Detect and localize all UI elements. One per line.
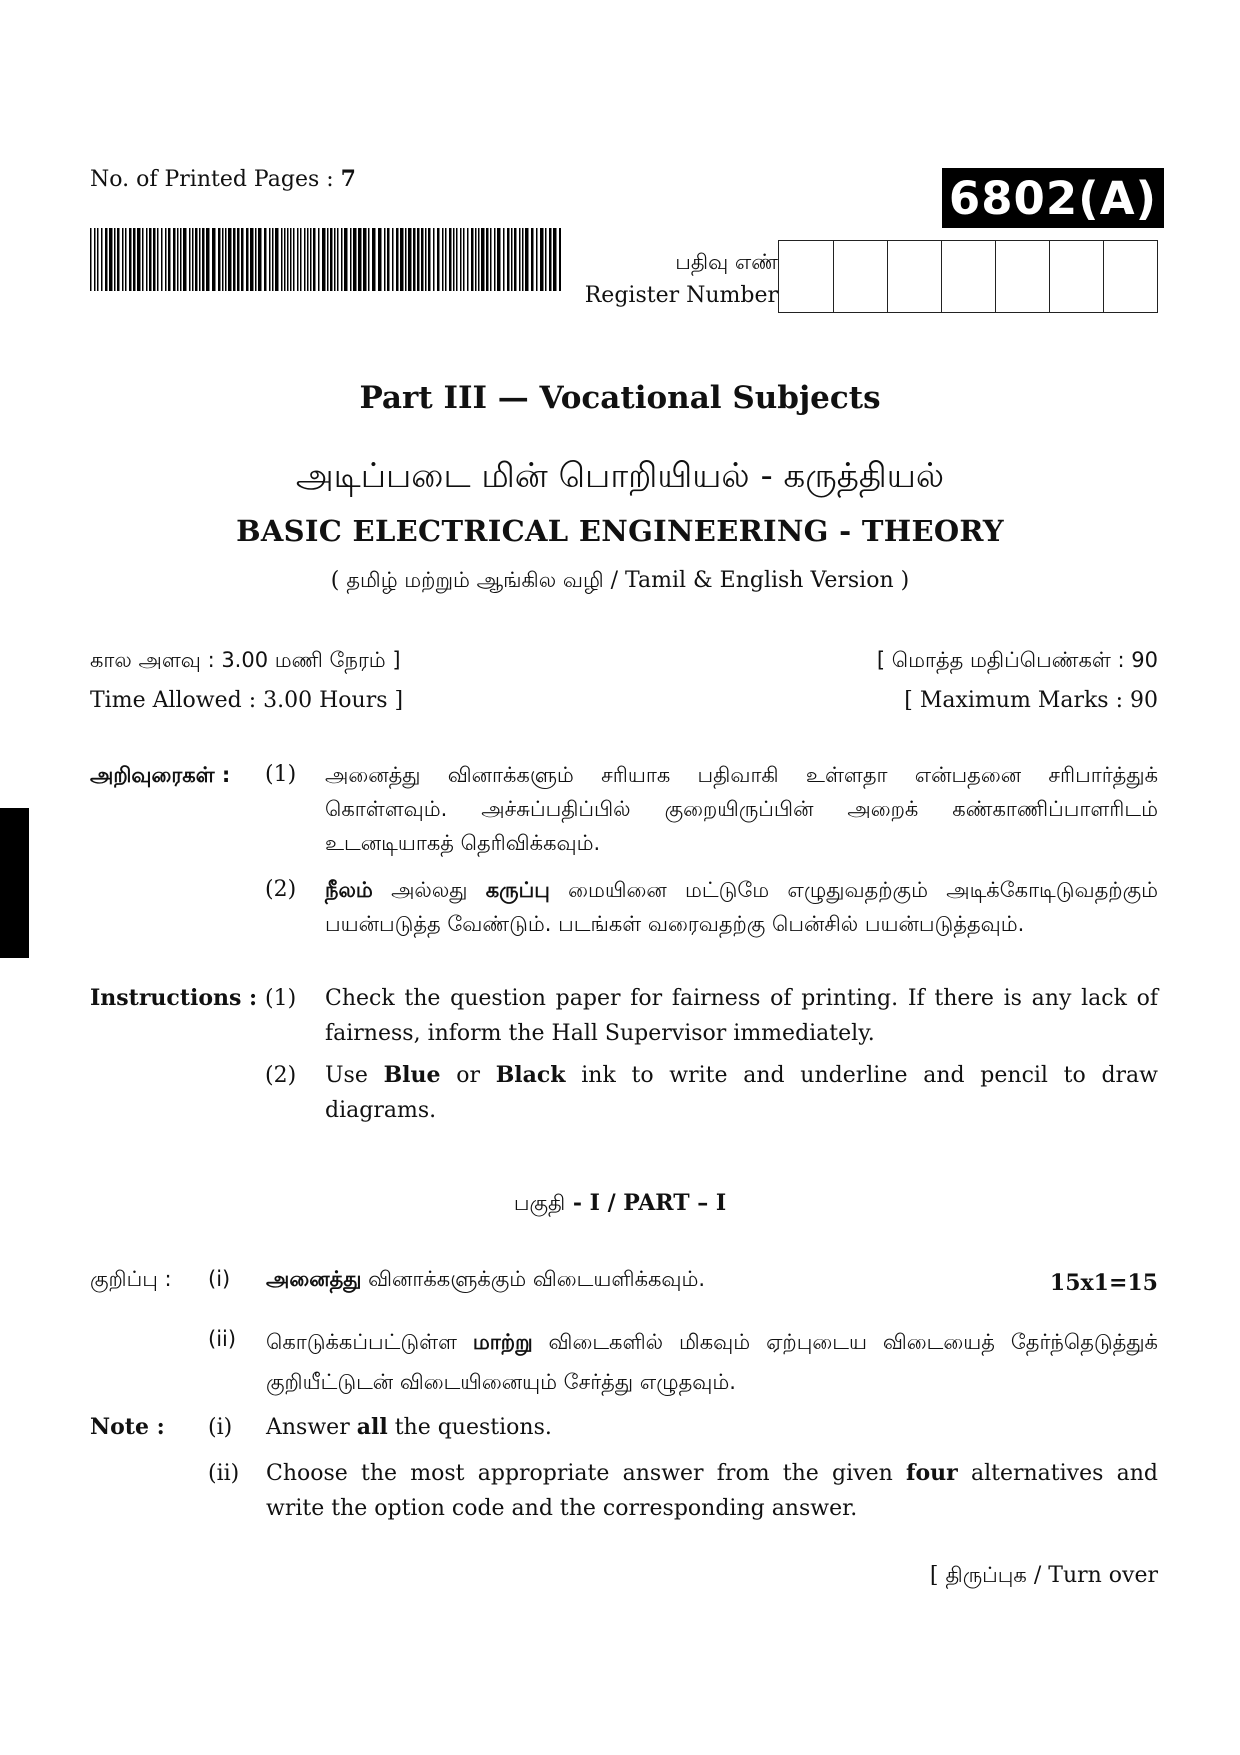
note-number: (ii) (208, 1461, 240, 1486)
max-marks-english: [ Maximum Marks : 90 (904, 688, 1158, 713)
turn-over-english: Turn over (1048, 1563, 1158, 1588)
emphasis-black: கருப்பு (485, 878, 550, 902)
note-text: the questions. (387, 1415, 552, 1440)
note-text: alternatives and write the option code and the corresponding answer. (266, 1461, 1158, 1521)
register-digit-box[interactable] (887, 241, 941, 312)
barcode-bar (258, 228, 262, 291)
barcode-bar (272, 228, 274, 291)
subject-title-english: BASIC ELECTRICAL ENGINEERING - THEORY (236, 514, 1004, 548)
emphasis-all: all (356, 1414, 388, 1440)
barcode-bar (350, 228, 352, 291)
barcode-bar (109, 228, 113, 291)
barcode-bar (514, 228, 517, 291)
instruction-text: or (440, 1063, 496, 1088)
register-label-tamil: பதிவு எண் (675, 250, 778, 274)
part-title: Part III — Vocational Subjects (359, 380, 881, 416)
instruction-number: (2) (265, 877, 297, 902)
barcode-bar (481, 228, 485, 291)
note-text: விடைகளில் மிகவும் ஏற்புடைய விடையைத் தேர்ந்தெடுத்துக் குறியீட்டுடன் விடையினையும் சேர்த்து எழுதவும். (266, 1330, 1158, 1394)
barcode-bar (284, 228, 286, 291)
barcode (90, 228, 563, 291)
note-english (90, 1410, 1158, 1530)
barcode-bar (275, 228, 279, 291)
version-close: ) (893, 568, 910, 593)
emphasis-blue: Blue (383, 1062, 441, 1088)
subject-title-tamil: அடிப்படை மின் பொறியியல் - கருத்தியல் (295, 456, 945, 496)
barcode-bar (433, 228, 435, 291)
register-number-label (560, 246, 778, 312)
section-english: PART – I (623, 1190, 727, 1216)
register-digit-box[interactable] (941, 241, 995, 312)
instruction-number: (1) (265, 762, 297, 787)
barcode-bar (497, 228, 501, 291)
section-separator: / (599, 1190, 624, 1216)
barcode-bar (467, 228, 469, 291)
barcode-bar (392, 228, 394, 291)
barcode-bar (421, 228, 424, 291)
printed-pages-label: No. of Printed Pages : (90, 167, 334, 192)
version-line (0, 568, 1240, 595)
barcode-bar (142, 228, 144, 291)
barcode-bar (180, 228, 182, 291)
barcode-bar (337, 228, 339, 291)
barcode-bar (475, 228, 477, 291)
barcode-bar (330, 228, 333, 291)
barcode-bar (486, 228, 489, 291)
emphasis-black: Black (495, 1062, 566, 1088)
barcode-bar (250, 228, 254, 291)
barcode-bar (463, 228, 465, 291)
barcode-bar (290, 228, 292, 291)
barcode-bar (133, 228, 136, 291)
turn-over-separator: / (1026, 1563, 1049, 1588)
instruction-english-1: Check the question paper for fairness of printing. If there is any lack of fairness, inform the Hall Supervisor immediately. (325, 986, 1158, 1046)
barcode-bar (449, 228, 452, 291)
time-allowed-english: Time Allowed : 3.00 Hours ] (90, 688, 404, 713)
note-english-1 (266, 1410, 1158, 1445)
barcode-bar (173, 228, 176, 291)
barcode-bar (212, 228, 216, 291)
barcode-bar (327, 228, 329, 291)
barcode-bar (287, 228, 289, 291)
instructions-tamil (90, 758, 1158, 978)
barcode-bar (460, 228, 462, 291)
barcode-bar (553, 228, 557, 291)
barcode-bar (293, 228, 295, 291)
barcode-bar (246, 228, 249, 291)
register-digit-box[interactable] (1049, 241, 1103, 312)
barcode-bar (90, 228, 92, 291)
barcode-bar (445, 228, 447, 291)
note-tamil-label: குறிப்பு : (90, 1267, 172, 1291)
barcode-bar (255, 228, 257, 291)
barcode-bar (101, 228, 103, 291)
barcode-bar (437, 228, 440, 291)
barcode-bar (363, 228, 367, 291)
barcode-bar (318, 228, 320, 291)
barcode-bar (456, 228, 458, 291)
barcode-bar (428, 228, 431, 291)
barcode-bar (368, 228, 370, 291)
barcode-bar (300, 228, 302, 291)
printed-pages-value: 7 (340, 166, 356, 192)
time-allowed-tamil: கால அளவு : 3.00 மணி நேரம் ] (90, 648, 401, 672)
barcode-bar (114, 228, 116, 291)
barcode-bar (405, 228, 407, 291)
barcode-bar (222, 228, 224, 291)
barcode-bar (153, 228, 156, 291)
barcode-bar (281, 228, 283, 291)
barcode-bar (189, 228, 191, 291)
version-english: Tamil & English Version (625, 568, 894, 593)
barcode-bar (425, 228, 427, 291)
barcode-bar (117, 228, 120, 291)
instruction-english-2 (325, 1058, 1158, 1128)
instruction-text: Use (325, 1063, 384, 1088)
section-marks: 15x1=15 (1049, 1270, 1158, 1296)
barcode-bar (129, 228, 132, 291)
instruction-text: ink to write and underline and pencil to draw diagrams. (325, 1063, 1159, 1123)
barcode-bar (471, 228, 474, 291)
section-heading (0, 1190, 1240, 1218)
barcode-bar (341, 228, 343, 291)
barcode-bar (522, 228, 524, 291)
emphasis-blue: நீலம் (325, 878, 373, 902)
barcode-bar (400, 228, 404, 291)
turn-over (930, 1563, 1158, 1590)
barcode-bar (378, 228, 382, 291)
barcode-bar (199, 228, 201, 291)
barcode-bar (228, 228, 232, 291)
paper-code: 6802(A) (942, 168, 1164, 228)
barcode-bar (494, 228, 496, 291)
barcode-bar (165, 228, 167, 291)
register-number-grid[interactable] (778, 240, 1158, 313)
barcode-bar (313, 228, 316, 291)
barcode-bar (490, 228, 492, 291)
note-english-label: Note : (90, 1414, 165, 1440)
barcode-bar (183, 228, 187, 291)
barcode-bar (157, 228, 159, 291)
exam-info-english (90, 688, 1158, 713)
barcode-bar (122, 228, 124, 291)
instruction-tamil-1: அனைத்து வினாக்களும் சரியாக பதிவாகி உள்ளதா என்பதனை சரிபார்த்துக் கொள்ளவும். அச்சுப்பதிப்பில் குறையிருப்பின் அறைக் கண்காணிப்பாளரிடம் உடனடியாகத் தெரிவிக்கவும். (325, 763, 1158, 855)
printed-pages (90, 166, 356, 192)
turn-over-tamil: திருப்புக (945, 1563, 1027, 1587)
instruction-number: (1) (265, 986, 297, 1011)
note-english-2 (266, 1456, 1158, 1526)
barcode-bar (125, 228, 127, 291)
instructions-tamil-label: அறிவுரைகள் : (90, 763, 231, 787)
register-label-english: Register Number (584, 283, 778, 308)
barcode-bar (192, 228, 194, 291)
barcode-bar (549, 228, 552, 291)
barcode-bar (525, 228, 529, 291)
barcode-bar (310, 228, 312, 291)
barcode-bar (97, 228, 99, 291)
section-separator: - (565, 1190, 590, 1216)
version-separator: / (603, 568, 626, 593)
barcode-bar (531, 228, 534, 291)
instruction-tamil-2 (325, 873, 1158, 941)
section-roman: I (589, 1190, 600, 1216)
barcode-bar (218, 228, 221, 291)
barcode-bar (358, 228, 362, 291)
note-text: கொடுக்கப்பட்டுள்ள (266, 1330, 473, 1354)
barcode-bar (503, 228, 505, 291)
barcode-bar (206, 228, 210, 291)
exam-info-tamil (90, 648, 1158, 675)
barcode-bar (344, 228, 348, 291)
barcode-bar (334, 228, 336, 291)
barcode-bar (237, 228, 240, 291)
barcode-bar (168, 228, 171, 291)
barcode-bar (413, 228, 416, 291)
note-number: (i) (208, 1267, 231, 1291)
barcode-bar (417, 228, 420, 291)
barcode-bar (264, 228, 267, 291)
barcode-bar (507, 228, 510, 291)
note-text: வினாக்களுக்கும் விடையளிக்கவும். (361, 1267, 706, 1291)
instructions-english (90, 981, 1158, 1131)
note-tamil-1 (266, 1262, 978, 1296)
barcode-bar (384, 228, 386, 291)
barcode-bar (442, 228, 444, 291)
version-tamil: தமிழ் மற்றும் ஆங்கில வழி (346, 568, 604, 592)
barcode-bar (322, 228, 326, 291)
instruction-text: மையினை மட்டுமே எழுதுவதற்கும் அடிக்கோடிடுவதற்கும் பயன்படுத்த வேண்டும். படங்கள் வரைவதற்கு பென்சில் பயன்படுத்தவும். (325, 878, 1159, 936)
barcode-bar (233, 228, 236, 291)
barcode-bar (202, 228, 205, 291)
register-digit-box[interactable] (995, 241, 1049, 312)
barcode-bar (105, 228, 108, 291)
note-number: (ii) (208, 1327, 237, 1351)
register-digit-box[interactable] (779, 241, 833, 312)
note-text: Choose the most appropriate answer from the given (266, 1461, 906, 1486)
barcode-bar (540, 228, 544, 291)
barcode-bar (545, 228, 547, 291)
barcode-bar (304, 228, 306, 291)
note-tamil-2 (266, 1322, 1158, 1402)
barcode-bar (161, 228, 163, 291)
barcode-bar (511, 228, 513, 291)
barcode-bar (372, 228, 376, 291)
version-open: ( (330, 568, 347, 593)
emphasis-all: அனைத்து (266, 1267, 362, 1291)
note-text: Answer (266, 1415, 357, 1440)
barcode-bar (353, 228, 357, 291)
note-tamil (90, 1262, 1158, 1392)
barcode-bar (396, 228, 399, 291)
emphasis-alternate: மாற்று (472, 1330, 533, 1354)
barcode-bar (536, 228, 538, 291)
barcode-bar (137, 228, 141, 291)
emphasis-four: four (906, 1460, 958, 1486)
barcode-bar (146, 228, 148, 291)
barcode-bar (149, 228, 152, 291)
instructions-english-label: Instructions : (90, 985, 258, 1011)
max-marks-tamil: [ மொத்த மதிப்பெண்கள் : 90 (876, 648, 1158, 672)
note-number: (i) (208, 1415, 233, 1440)
barcode-bar (453, 228, 455, 291)
turn-over-open: [ (929, 1563, 946, 1588)
instruction-text: அல்லது (372, 878, 486, 902)
register-digit-box[interactable] (833, 241, 887, 312)
barcode-bar (408, 228, 412, 291)
barcode-bar (225, 228, 227, 291)
section-tamil: பகுதி (513, 1191, 566, 1215)
barcode-bar (478, 228, 480, 291)
barcode-bar (387, 228, 390, 291)
barcode-bar (519, 228, 521, 291)
barcode-bar (297, 228, 299, 291)
register-digit-box[interactable] (1103, 241, 1157, 312)
barcode-bar (94, 228, 96, 291)
barcode-bar (177, 228, 179, 291)
barcode-bar (269, 228, 271, 291)
barcode-bar (307, 228, 309, 291)
instruction-number: (2) (265, 1063, 297, 1088)
barcode-bar (241, 228, 244, 291)
registration-mark (0, 808, 29, 958)
barcode-bar (195, 228, 198, 291)
